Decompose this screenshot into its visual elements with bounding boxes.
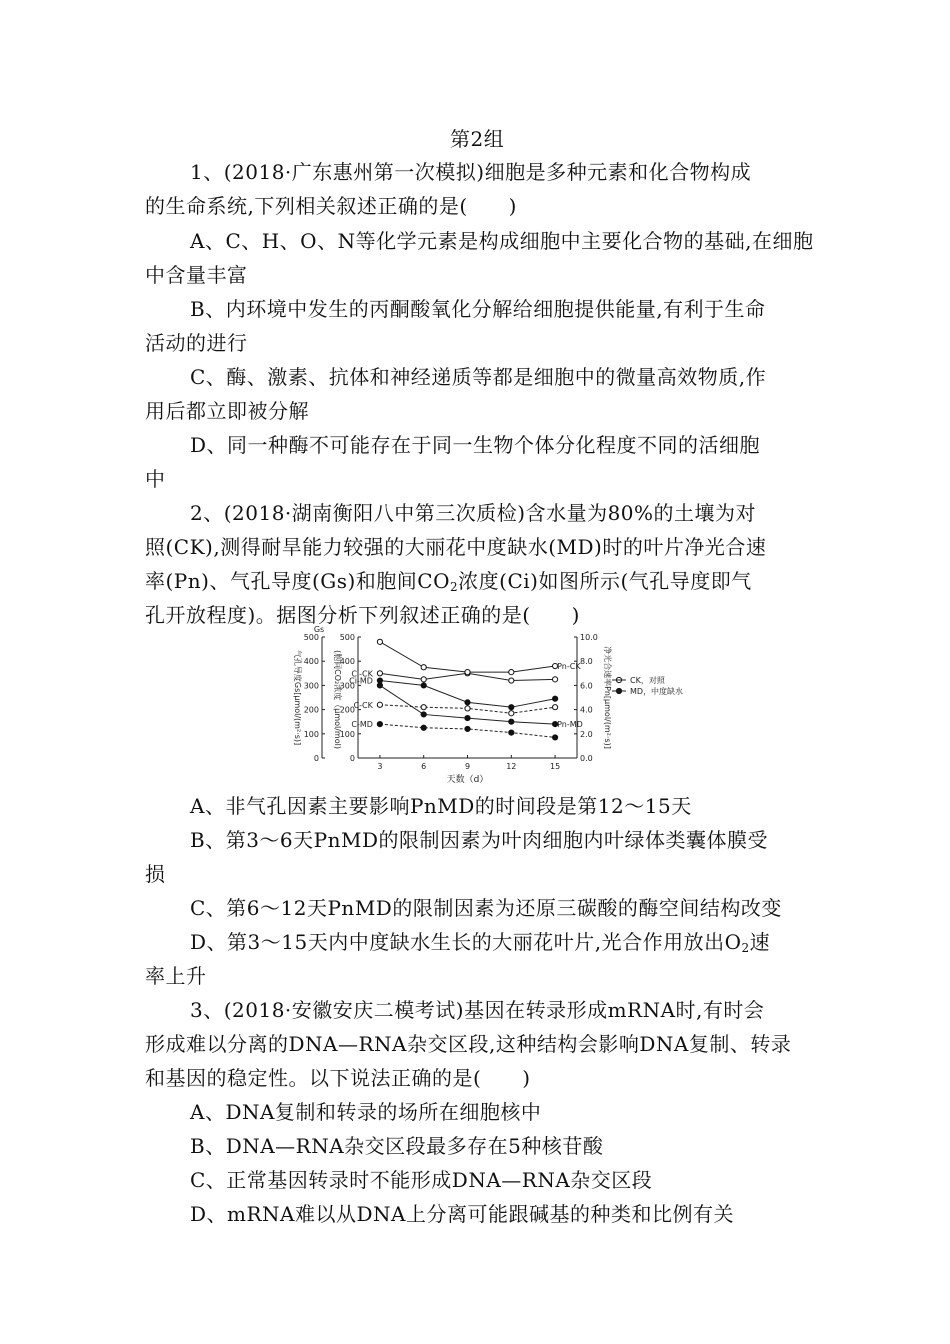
q2-option-d-line2: 率上升 (145, 964, 207, 988)
q3-option-d: D、mRNA难以从DNA上分离可能跟碱基的种类和比例有关 (190, 1202, 734, 1226)
q1-option-c-line2: 用后都立即被分解 (145, 399, 309, 423)
pn-tick-label: 2.0 (580, 729, 593, 739)
x-tick-label: 15 (550, 762, 561, 771)
ci-tick-label: 400 (339, 657, 355, 667)
q1-option-c-line1: C、酶、激素、抗体和神经递质等都是细胞中的微量高效物质,作 (190, 365, 767, 389)
q1-stem-line1: 1、(2018·广东惠州第一次模拟)细胞是多种元素和化合物构成 (190, 160, 752, 184)
data-point-c-md (377, 722, 382, 727)
data-point-c-ck (553, 705, 558, 710)
q3-stem-line1: 3、(2018·安徽安庆二模考试)基因在转录形成mRNA时,有时会 (190, 998, 765, 1022)
q2-o2-subscript: 2 (741, 941, 750, 955)
q2-option-b-line1: B、第3～6天PnMD的限制因素为叶肉细胞内叶绿体类囊体膜受 (190, 828, 768, 852)
series-label-ci-md: Ci-MD (349, 676, 373, 686)
data-point-ci-md (421, 683, 426, 688)
data-point-ci-md (465, 700, 470, 705)
data-point-pn-ck (465, 669, 470, 674)
q3-stem-line3: 和基因的稳定性。以下说法正确的是( ) (145, 1066, 531, 1090)
gs-tick-label: 0 (313, 754, 319, 763)
ci-tick-label: 200 (339, 705, 355, 715)
q2-option-d-part2: 速 (749, 930, 771, 954)
ci-tick-label: 500 (339, 633, 355, 642)
q1-stem-line2: 的生命系统,下列相关叙述正确的是( ) (145, 194, 517, 218)
series-label-ci-ck: Ci-CK (351, 669, 373, 679)
data-point-c-md (553, 735, 558, 740)
data-point-ci-ck (553, 677, 558, 682)
q2-stem-line2: 照(CK),测得耐旱能力较强的大丽花中度缺水(MD)时的叶片净光合速 (145, 535, 767, 559)
q3-option-c: C、正常基因转录时不能形成DNA—RNA杂交区段 (190, 1168, 653, 1192)
q2-option-d-line1 (190, 926, 770, 955)
data-point-c-ck (421, 705, 426, 710)
q2-option-d-part1: D、第3～15天内中度缺水生长的大丽花叶片,光合作用放出O (190, 930, 742, 954)
data-point-ci-ck (509, 678, 514, 683)
x-tick-label: 9 (464, 762, 471, 771)
data-point-c-md (509, 730, 514, 735)
q3-option-a: A、DNA复制和转录的场所在细胞核中 (190, 1100, 542, 1124)
pn-tick-label: 10.0 (580, 633, 598, 642)
gs-tick-label: 300 (303, 681, 319, 691)
pn-tick-label: 4.0 (580, 705, 593, 715)
x-tick-label: 12 (506, 762, 517, 771)
pn-axis-label: 净光合速率Pn[μmol/(m²·s)] (603, 646, 612, 749)
data-point-ci-ck (421, 677, 426, 682)
data-point-c-ck (377, 702, 382, 707)
data-point-ci-md (553, 696, 558, 701)
data-point-pn-md (509, 719, 514, 724)
ci-tick-label: 0 (349, 754, 355, 763)
q1-option-b-line1: B、内环境中发生的丙酮酸氧化分解给细胞提供能量,有利于生命 (190, 297, 766, 321)
pn-tick-label: 6.0 (580, 681, 593, 691)
gs-tick-label: 200 (303, 705, 319, 715)
data-point-pn-ck (377, 639, 382, 644)
q2-stem-line3-part1: 率(Pn)、气孔导度(Gs)和胞间CO (145, 569, 450, 593)
x-tick-label: 6 (421, 762, 427, 771)
series-label-c-ck: C-CK (353, 700, 373, 710)
q1-option-a-line2: 中含量丰富 (145, 263, 248, 287)
data-point-pn-md (465, 715, 470, 720)
series-label-pn-md: Pn-MD (557, 720, 583, 730)
pn-tick-label: 8.0 (580, 657, 593, 667)
data-point-ci-ck (377, 671, 382, 676)
q1-option-d-line1: D、同一种酶不可能存在于同一生物个体分化程度不同的活细胞 (190, 433, 761, 457)
data-point-pn-ck (421, 665, 426, 670)
data-point-pn-md (421, 712, 426, 717)
q2-option-a: A、非气孔因素主要影响PnMD的时间段是第12～15天 (190, 794, 692, 818)
gs-tick-label: 500 (303, 633, 319, 642)
q2-stem-line3-part2: 浓度(Ci)如图所示(气孔导度即气 (458, 569, 752, 593)
q3-option-b: B、DNA—RNA杂交区段最多存在5种核苷酸 (190, 1134, 604, 1158)
q1-option-b-line2: 活动的进行 (145, 331, 248, 355)
legend-md-label: MD，中度缺水 (630, 687, 684, 696)
legend-ck-label: CK，对照 (630, 676, 665, 685)
q2-option-c: C、第6～12天PnMD的限制因素为还原三碳酸的酶空间结构改变 (190, 896, 782, 920)
q3-stem-line2: 形成难以分离的DNA—RNA杂交区段,这种结构会影响DNA复制、转录 (145, 1032, 792, 1056)
series-line-pn-ck (380, 642, 555, 672)
gs-tick-label: 100 (303, 729, 319, 739)
q1-option-a-line1: A、C、H、O、N等化学元素是构成细胞中主要化合物的基础,在细胞 (190, 229, 814, 253)
ci-axis-label: (胞间CO₂浓度（μmol/mol) (333, 650, 342, 749)
x-axis-label: 天数（d） (446, 775, 489, 784)
data-point-pn-md (377, 683, 382, 688)
photosynthesis-chart (285, 622, 725, 784)
q2-co2-subscript: 2 (450, 580, 459, 594)
series-label-pn-ck: Pn-CK (557, 662, 581, 672)
ci-tick-label: 100 (339, 729, 355, 739)
q2-option-b-line2: 损 (145, 862, 166, 886)
x-tick-label: 3 (377, 762, 383, 771)
data-point-ci-md (509, 705, 514, 710)
gs-axis-label: 气孔导度Gs[μmol/(m²·s)] (293, 649, 302, 746)
data-point-c-ck (465, 706, 470, 711)
pn-tick-label: 0.0 (580, 754, 593, 763)
data-point-pn-ck (509, 669, 514, 674)
gs-tick-label: 400 (303, 657, 319, 667)
q1-option-d-line2: 中 (145, 467, 166, 491)
gs-axis-unit: Gs (313, 625, 325, 634)
q2-stem-line3 (145, 565, 752, 594)
data-point-c-md (421, 725, 426, 730)
ci-tick-label: 300 (339, 681, 355, 691)
series-label-c-md: C-MD (351, 720, 373, 730)
data-point-c-ck (509, 711, 514, 716)
data-point-c-md (465, 726, 470, 731)
section-heading: 第2组 (450, 127, 505, 151)
q2-stem-line1: 2、(2018·湖南衡阳八中第三次质检)含水量为80%的土壤为对 (190, 501, 757, 525)
q2-stem-line4: 孔开放程度)。据图分析下列叙述正确的是( ) (145, 603, 580, 627)
